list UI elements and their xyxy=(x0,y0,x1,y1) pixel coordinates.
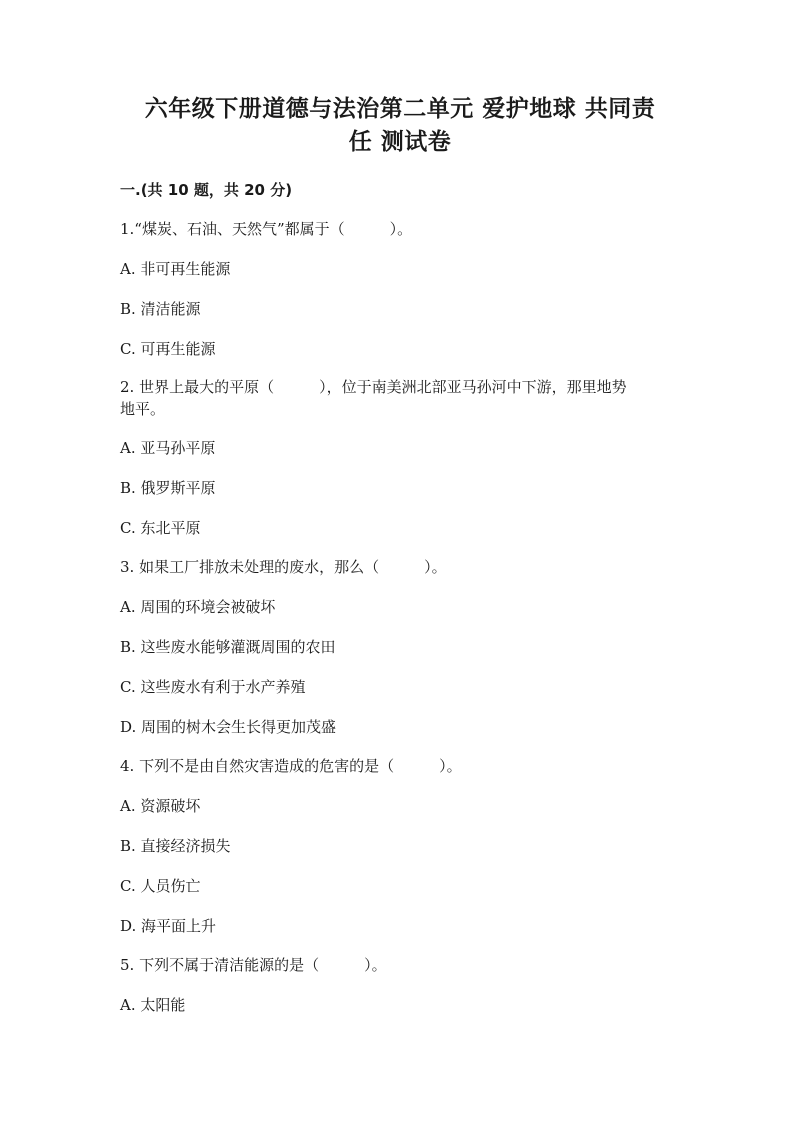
section-heading: 一.(共 10 题，共 20 分) xyxy=(120,181,293,199)
page-title xyxy=(100,93,700,159)
question-4-stem: 4. 下列不是由自然灾害造成的危害的是（ ）。 xyxy=(120,757,462,775)
question-4-option-c: C. 人员伤亡 xyxy=(120,877,201,895)
question-1-option-c: C. 可再生能源 xyxy=(120,340,216,358)
question-3-stem: 3. 如果工厂排放未处理的废水，那么（ ）。 xyxy=(120,558,447,576)
question-3-option-c: C. 这些废水有利于水产养殖 xyxy=(120,678,306,696)
question-2-stem-line-2: 地平。 xyxy=(120,400,166,418)
question-3-option-b: B. 这些废水能够灌溉周围的农田 xyxy=(120,638,336,656)
question-3-option-d: D. 周围的树木会生长得更加茂盛 xyxy=(120,718,337,736)
page-title-line-2: 任 测试卷 xyxy=(348,129,452,155)
question-3-option-a: A. 周围的环境会被破坏 xyxy=(120,598,276,616)
question-2-stem-line-1: 2. 世界上最大的平原（ ），位于南美洲北部亚马孙河中下游，那里地势 xyxy=(120,378,627,396)
question-4-option-a: A. 资源破坏 xyxy=(120,797,201,815)
question-4-option-d: D. 海平面上升 xyxy=(120,917,217,935)
page-title-line-1: 六年级下册道德与法治第二单元 爱护地球 共同责 xyxy=(144,96,656,122)
question-5-option-a: A. 太阳能 xyxy=(120,996,186,1014)
question-1-stem: 1.“煤炭、石油、天然气”都属于（ ）。 xyxy=(120,220,413,238)
question-2-option-b: B. 俄罗斯平原 xyxy=(120,479,216,497)
question-4-option-b: B. 直接经济损失 xyxy=(120,837,231,855)
question-1-option-a: A. 非可再生能源 xyxy=(120,260,231,278)
question-2-option-a: A. 亚马孙平原 xyxy=(120,439,216,457)
question-5-stem: 5. 下列不属于清洁能源的是（ ）。 xyxy=(120,956,387,974)
question-1-option-b: B. 清洁能源 xyxy=(120,300,201,318)
question-2-option-c: C. 东北平原 xyxy=(120,519,201,537)
